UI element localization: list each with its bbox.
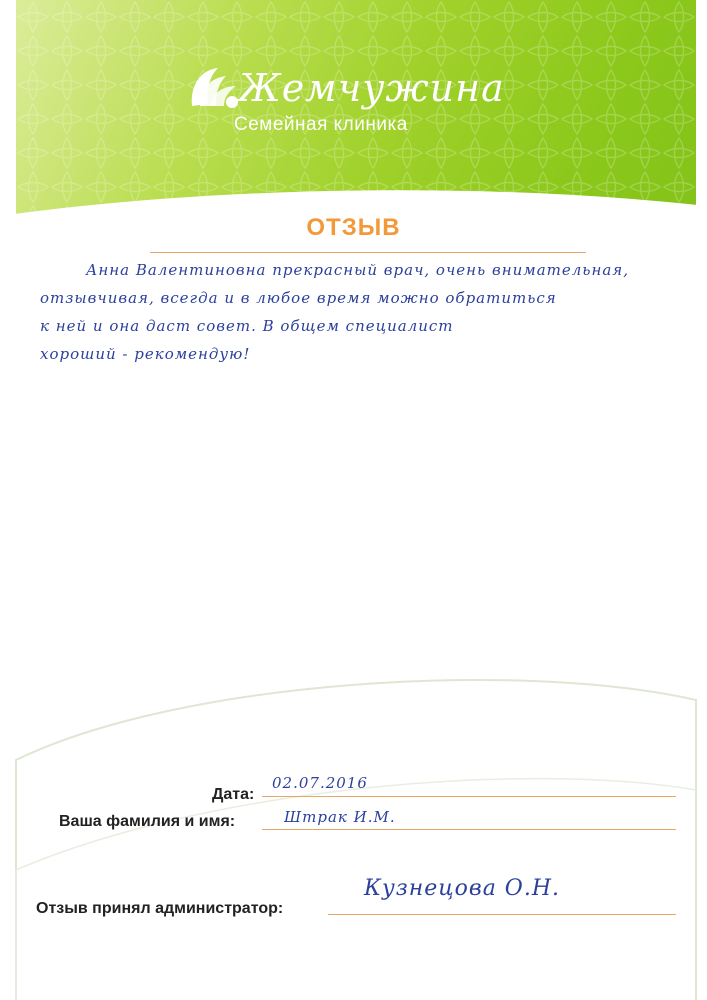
review-line: хороший - рекомендую! bbox=[40, 345, 251, 363]
admin-label: Отзыв принял администратор: bbox=[36, 900, 284, 917]
clinic-brand-subtitle: Семейная клиника bbox=[234, 114, 408, 135]
header-wave bbox=[0, 150, 707, 260]
name-value: Штрак И.М. bbox=[284, 808, 396, 826]
clinic-brand-name: Жемчужина bbox=[238, 66, 505, 110]
admin-signature-value: Кузнецова О.Н. bbox=[364, 876, 561, 901]
date-label: Дата: bbox=[212, 786, 255, 803]
review-text bbox=[40, 256, 700, 368]
name-label: Ваша фамилия и имя: bbox=[59, 813, 236, 830]
name-underline bbox=[262, 829, 676, 830]
date-underline bbox=[262, 796, 676, 797]
admin-underline bbox=[328, 914, 676, 915]
date-value: 02.07.2016 bbox=[272, 774, 368, 792]
review-line: отзывчивая, всегда и в любое время можно обратиться bbox=[40, 289, 557, 307]
review-line: Анна Валентиновна прекрасный врач, очень внимательная, bbox=[86, 261, 629, 279]
title-underline bbox=[150, 252, 586, 253]
pearl-shell-icon bbox=[188, 64, 244, 110]
review-line: к ней и она даст совет. В общем специалист bbox=[40, 317, 454, 335]
clinic-logo bbox=[188, 64, 528, 144]
form-title: ОТЗЫВ bbox=[306, 214, 401, 241]
